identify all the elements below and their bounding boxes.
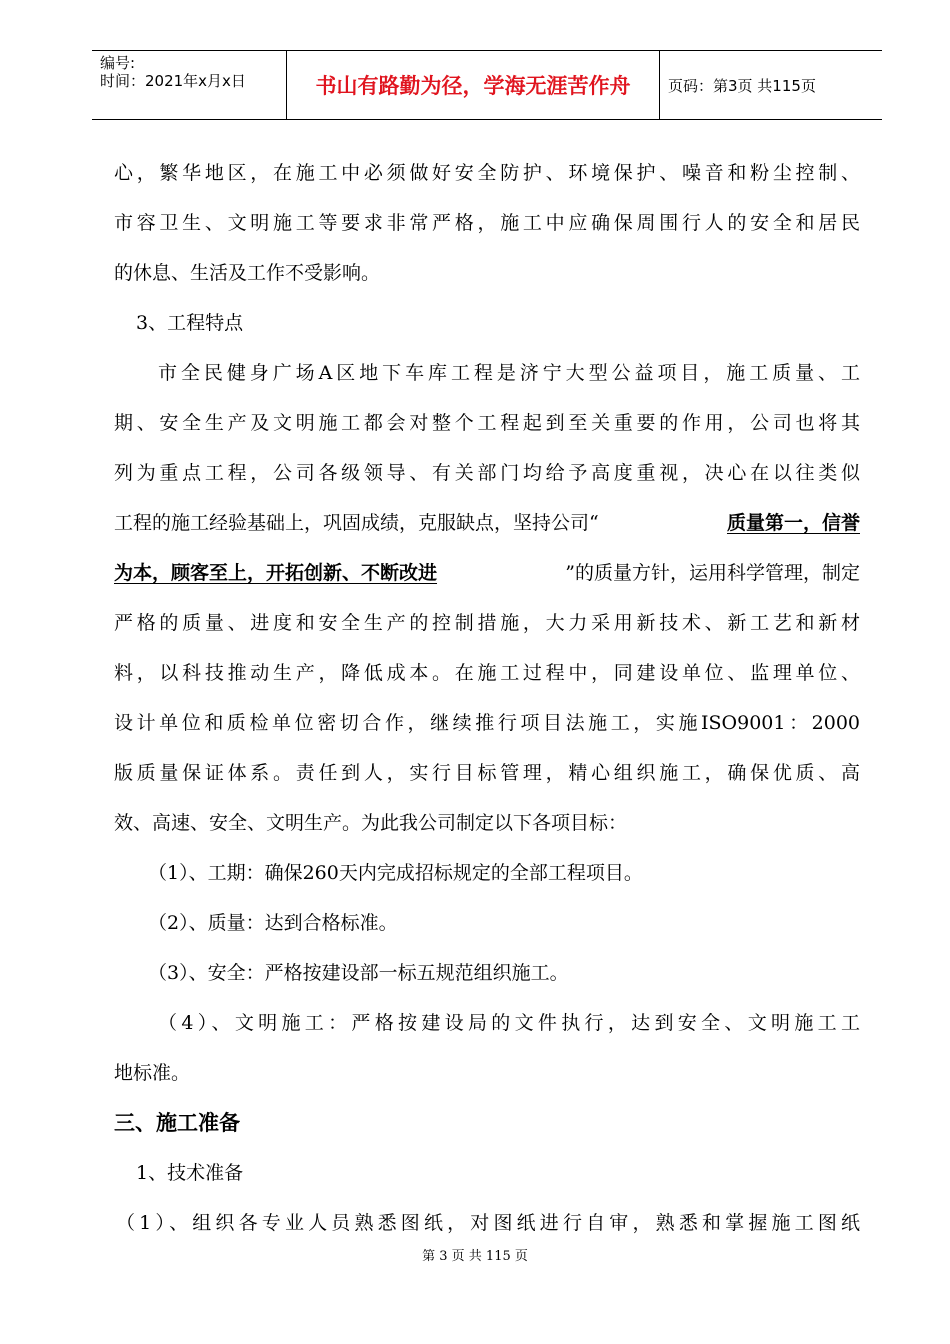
paragraph-line: 料，以科技推动生产，降低成本。在施工过程中，同建设单位、监理单位、 (114, 662, 860, 684)
chapter-heading: 三、施工准备 (114, 1111, 240, 1135)
paragraph-line: 效、高速、安全、文明生产。为此我公司制定以下各项目标： (114, 812, 628, 834)
page-header (92, 50, 882, 120)
header-motto: 书山有路勤为径，学海无涯苦作舟 (286, 51, 660, 119)
goal-item: （4）、文明施工：严格按建设局的文件执行，达到安全、文明施工工 (158, 1012, 860, 1034)
goal-item: （1）、工期：确保260天内完成招标规定的全部工程项目。 (148, 862, 643, 884)
quality-policy-text: 为本，顾客至上，开拓创新、不断改进 (114, 562, 438, 584)
paragraph-line: 设计单位和质检单位密切合作，继续推行项目法施工，实施ISO9001：2000 (114, 712, 860, 734)
paragraph-line: 市全民健身广场A区地下车库工程是济宁大型公益项目，施工质量、工 (158, 362, 860, 384)
header-meta (92, 51, 286, 119)
paragraph-line: （1）、组织各专业人员熟悉图纸，对图纸进行自审，熟悉和掌握施工图纸 (116, 1212, 860, 1234)
paragraph-line: 的休息、生活及工作不受影响。 (114, 262, 381, 284)
goal-item: （3）、安全：严格按建设部一标五规范组织施工。 (148, 962, 569, 984)
page-footer (0, 1245, 950, 1264)
goal-item: 地标准。 (114, 1062, 191, 1084)
quality-policy-text: 质量第一，信誉 (726, 512, 860, 534)
section-title: 1、技术准备 (136, 1162, 244, 1184)
number-label: 编号: (100, 54, 136, 72)
section-title: 3、工程特点 (136, 312, 244, 334)
paragraph-text: 工程的施工经验基础上，巩固成绩，克服缺点，坚持公司“ (114, 512, 599, 534)
goal-item: （2）、质量：达到合格标准。 (148, 912, 398, 934)
paragraph-line: 版质量保证体系。责任到人，实行目标管理，精心组织施工，确保优质、高 (114, 762, 860, 784)
paragraph-line (114, 548, 860, 598)
footer-page-number: 第 3 页 共 115 页 (422, 1249, 528, 1264)
paragraph-line: 列为重点工程，公司各级领导、有关部门均给予高度重视，决心在以往类似 (114, 462, 860, 484)
paragraph-line: 期、安全生产及文明施工都会对整个工程起到至关重要的作用，公司也将其 (114, 412, 860, 434)
paragraph-line: 严格的质量、进度和安全生产的控制措施，大力采用新技术、新工艺和新材 (114, 612, 860, 634)
header-page-info (668, 51, 882, 119)
paragraph-line (114, 498, 860, 548)
page-label: 页码：第3页 共115页 (668, 76, 816, 95)
paragraph-line: 心，繁华地区，在施工中必须做好安全防护、环境保护、噪音和粉尘控制、 (114, 162, 860, 184)
paragraph-line: 市容卫生、文明施工等要求非常严格，施工中应确保周围行人的安全和居民 (114, 212, 860, 234)
time-label: 时间：2021年x月x日 (100, 72, 246, 90)
paragraph-text: ”的质量方针，运用科学管理，制定 (565, 562, 860, 584)
